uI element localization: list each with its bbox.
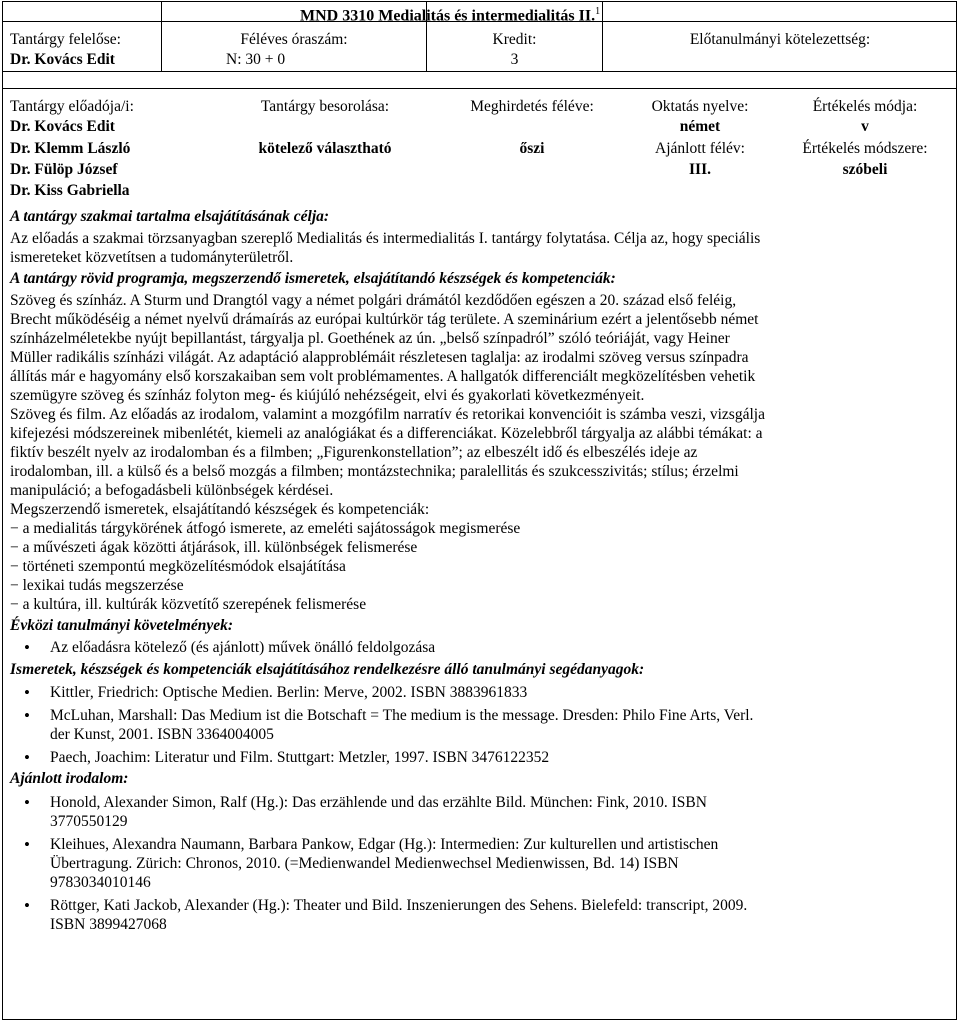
program-line: − történeti szempontú megközelítésmódok elsajátítása	[10, 558, 346, 575]
irodalom-item-line: • Kleihues, Alexandra Naumann, Barbara Pankow, Edgar (Hg.): Intermedien: Zur kulturellen und artistischen	[50, 836, 719, 853]
meghirdetes-value: őszi	[519, 140, 545, 157]
irodalom-item-line: • Röttger, Kati Jackob, Alexander (Hg.): Theater und Bild. Inszenierungen des Sehens. Bielefeld: transcript, 2009.	[50, 897, 748, 914]
irodalom-heading: Ajánlott irodalom:	[10, 770, 129, 787]
eloado-label: Tantárgy előadója/i:	[10, 98, 134, 115]
program-line: − a medialitás tárgykörének átfogó ismerete, az emeléti sajátosságok megismerése	[10, 520, 521, 537]
segedanyag-item-line: • McLuhan, Marshall: Das Medium ist die Botschaft = The medium is the message. Dresden: Philo Fine Arts, Verl.	[50, 707, 754, 724]
segedanyag-item	[10, 706, 950, 744]
eloado-4: Dr. Kiss Gabriella	[10, 182, 130, 199]
eloado-2: Dr. Klemm László	[10, 140, 131, 157]
program-line: Szöveg és színház. A Sturm und Drangtól vagy a német polgári drámától kezdődően egészen a 20. század első feléig,	[10, 292, 737, 309]
ajanlott-felev-label: Ajánlott félév:	[655, 140, 745, 157]
felelos-name: Dr. Kovács Edit	[10, 51, 115, 68]
evkozi-item: • Az előadásra kötelező (és ajánlott) művek önálló feldolgozása	[10, 638, 950, 657]
course-description	[10, 207, 950, 934]
modszer-label: Értékelés módszere:	[802, 140, 928, 157]
segedanyagok-heading: Ismeretek, készségek és kompetenciák elsajátításához rendelkezésre álló tanulmányi segédanyagok:	[10, 661, 645, 678]
program-line: − a kultúra, ill. kultúrák közvetítő szerepének felismerése	[10, 596, 367, 613]
ertekeles-label: Értékelés módja:	[812, 98, 918, 115]
segedanyag-item-line: der Kunst, 2001. ISBN 3364004005	[50, 726, 274, 743]
program-line: szemügyre szöveg és színház folyton meg- és kiújúló nehézségeit, elvi és gyakorlati következményeit.	[10, 387, 645, 404]
evkozi-heading: Évközi tanulmányi követelmények:	[10, 617, 234, 634]
segedanyag-item: • Paech, Joachim: Literatur und Film. Stuttgart: Metzler, 1997. ISBN 3476122352	[10, 748, 950, 767]
ajanlott-felev-value: III.	[689, 161, 711, 178]
cel-heading: A tantárgy szakmai tartalma elsajátításának célja:	[10, 208, 330, 225]
program-line: manipuláció; a befogadásbeli különbségek kérdései.	[10, 482, 334, 499]
program-line: Brecht működéséig a német nyelvű drámaírás az európai kultúrkör tág területe. A szeminárium ezért a jelentősebb német	[10, 311, 759, 328]
header-divider-3	[2, 88, 957, 89]
nyelv-label: Oktatás nyelve:	[651, 98, 749, 115]
header-divider-2	[2, 71, 957, 72]
eloado-3: Dr. Fülöp József	[10, 161, 118, 178]
kredit-label: Kredit:	[492, 31, 537, 48]
irodalom-item-line: 3770550129	[50, 813, 128, 830]
felelos-label: Tantárgy felelőse:	[10, 31, 121, 48]
program-text	[10, 291, 950, 614]
segedanyag-item: • Kittler, Friedrich: Optische Medien. Berlin: Merve, 2002. ISBN 3883961833	[10, 683, 950, 702]
kredit-value: 3	[510, 51, 519, 68]
irodalom-item	[10, 793, 950, 831]
irodalom-item-line: 9783034010146	[50, 874, 151, 891]
program-line: Megszerzendő ismeretek, elsajátítandó készségek és kompetenciák:	[10, 501, 430, 518]
oraszam-value: N: 30 + 0	[226, 51, 286, 68]
cel-line: Az előadás a szakmai törzsanyagban szereplő Medialitás és intermedialitás I. tantárgy folytatása. Célja az, hogy speciális	[10, 230, 761, 247]
program-line: Szöveg és film. Az előadás az irodalom, valamint a mozgófilm narratív és retorikai konvencióit is számba veszi, vizsgálja	[10, 406, 765, 423]
program-line: fiktív beszélt nyelv az irodalomban és a filmben; „Figurenkonstellation”; az elbeszélt idő és elbeszélés ideje az	[10, 444, 698, 461]
ertekeles-value: v	[861, 118, 869, 135]
elotanulmanyi-label: Előtanulmányi kötelezettség:	[689, 31, 871, 48]
program-line: színházelméletekbe nyújt bepillantást, tárgyalja pl. Goethének az ún. „belső színpadról” szóló teóriáját, vagy Heiner	[10, 330, 730, 347]
besorolas-label: Tantárgy besorolása:	[260, 98, 390, 115]
irodalom-item	[10, 835, 950, 892]
cel-line: ismereteket közvetítsen a tudományterületről.	[10, 249, 294, 266]
modszer-value: szóbeli	[842, 161, 888, 178]
irodalom-item-line: ISBN 3899427068	[50, 916, 167, 933]
program-line: − a művészeti ágak közötti átjárások, ill. különbségek felismerése	[10, 539, 418, 556]
irodalom-item-line: • Honold, Alexander Simon, Ralf (Hg.): Das erzählende und das erzählte Bild. München: Fink, 2010. ISBN	[50, 794, 707, 811]
besorolas-value: kötelező választható	[258, 140, 392, 157]
program-line: kifejezési módszereinek mibenlétét, kiemeli az analógiákat és a differenciákat. Közelebbről tárgyalja az alábbi témákat: a	[10, 425, 763, 442]
eloado-1: Dr. Kovács Edit	[10, 118, 115, 135]
meghirdetes-label: Meghirdetés féléve:	[470, 98, 594, 115]
program-line: − lexikai tudás megszerzése	[10, 577, 184, 594]
program-line: irodalomban, ill. a külső és a belső mozgás a filmben; montázstechnika; paralellitás és szukcesszivitás; stílus; érzelmi	[10, 463, 739, 480]
irodalom-item	[10, 896, 950, 934]
oraszam-label: Féléves óraszám:	[240, 31, 348, 48]
program-line: állítás már e hagyomány első korszakaiban sem volt problémamentes. A hallgatók differenciált megközelítésben vehetik	[10, 368, 756, 385]
course-title: MND 3310 Medialitás és intermedialitás II.$^1$	[300, 6, 601, 25]
program-line: Müller radikális színházi világát. Az adaptáció alapproblémáit részletesen taglalja: az irodalmi szöveg versus színpadra	[10, 349, 749, 366]
program-heading: A tantárgy rövid programja, megszerzendő ismeretek, elsajátítandó készségek és kompetenciák:	[10, 270, 616, 287]
nyelv-value: német	[679, 118, 721, 135]
irodalom-item-line: Übertragung. Zürich: Chronos, 2010. (=Medienwandel Medienwechsel Medienwissen, Bd. 14) ISBN	[50, 855, 679, 872]
